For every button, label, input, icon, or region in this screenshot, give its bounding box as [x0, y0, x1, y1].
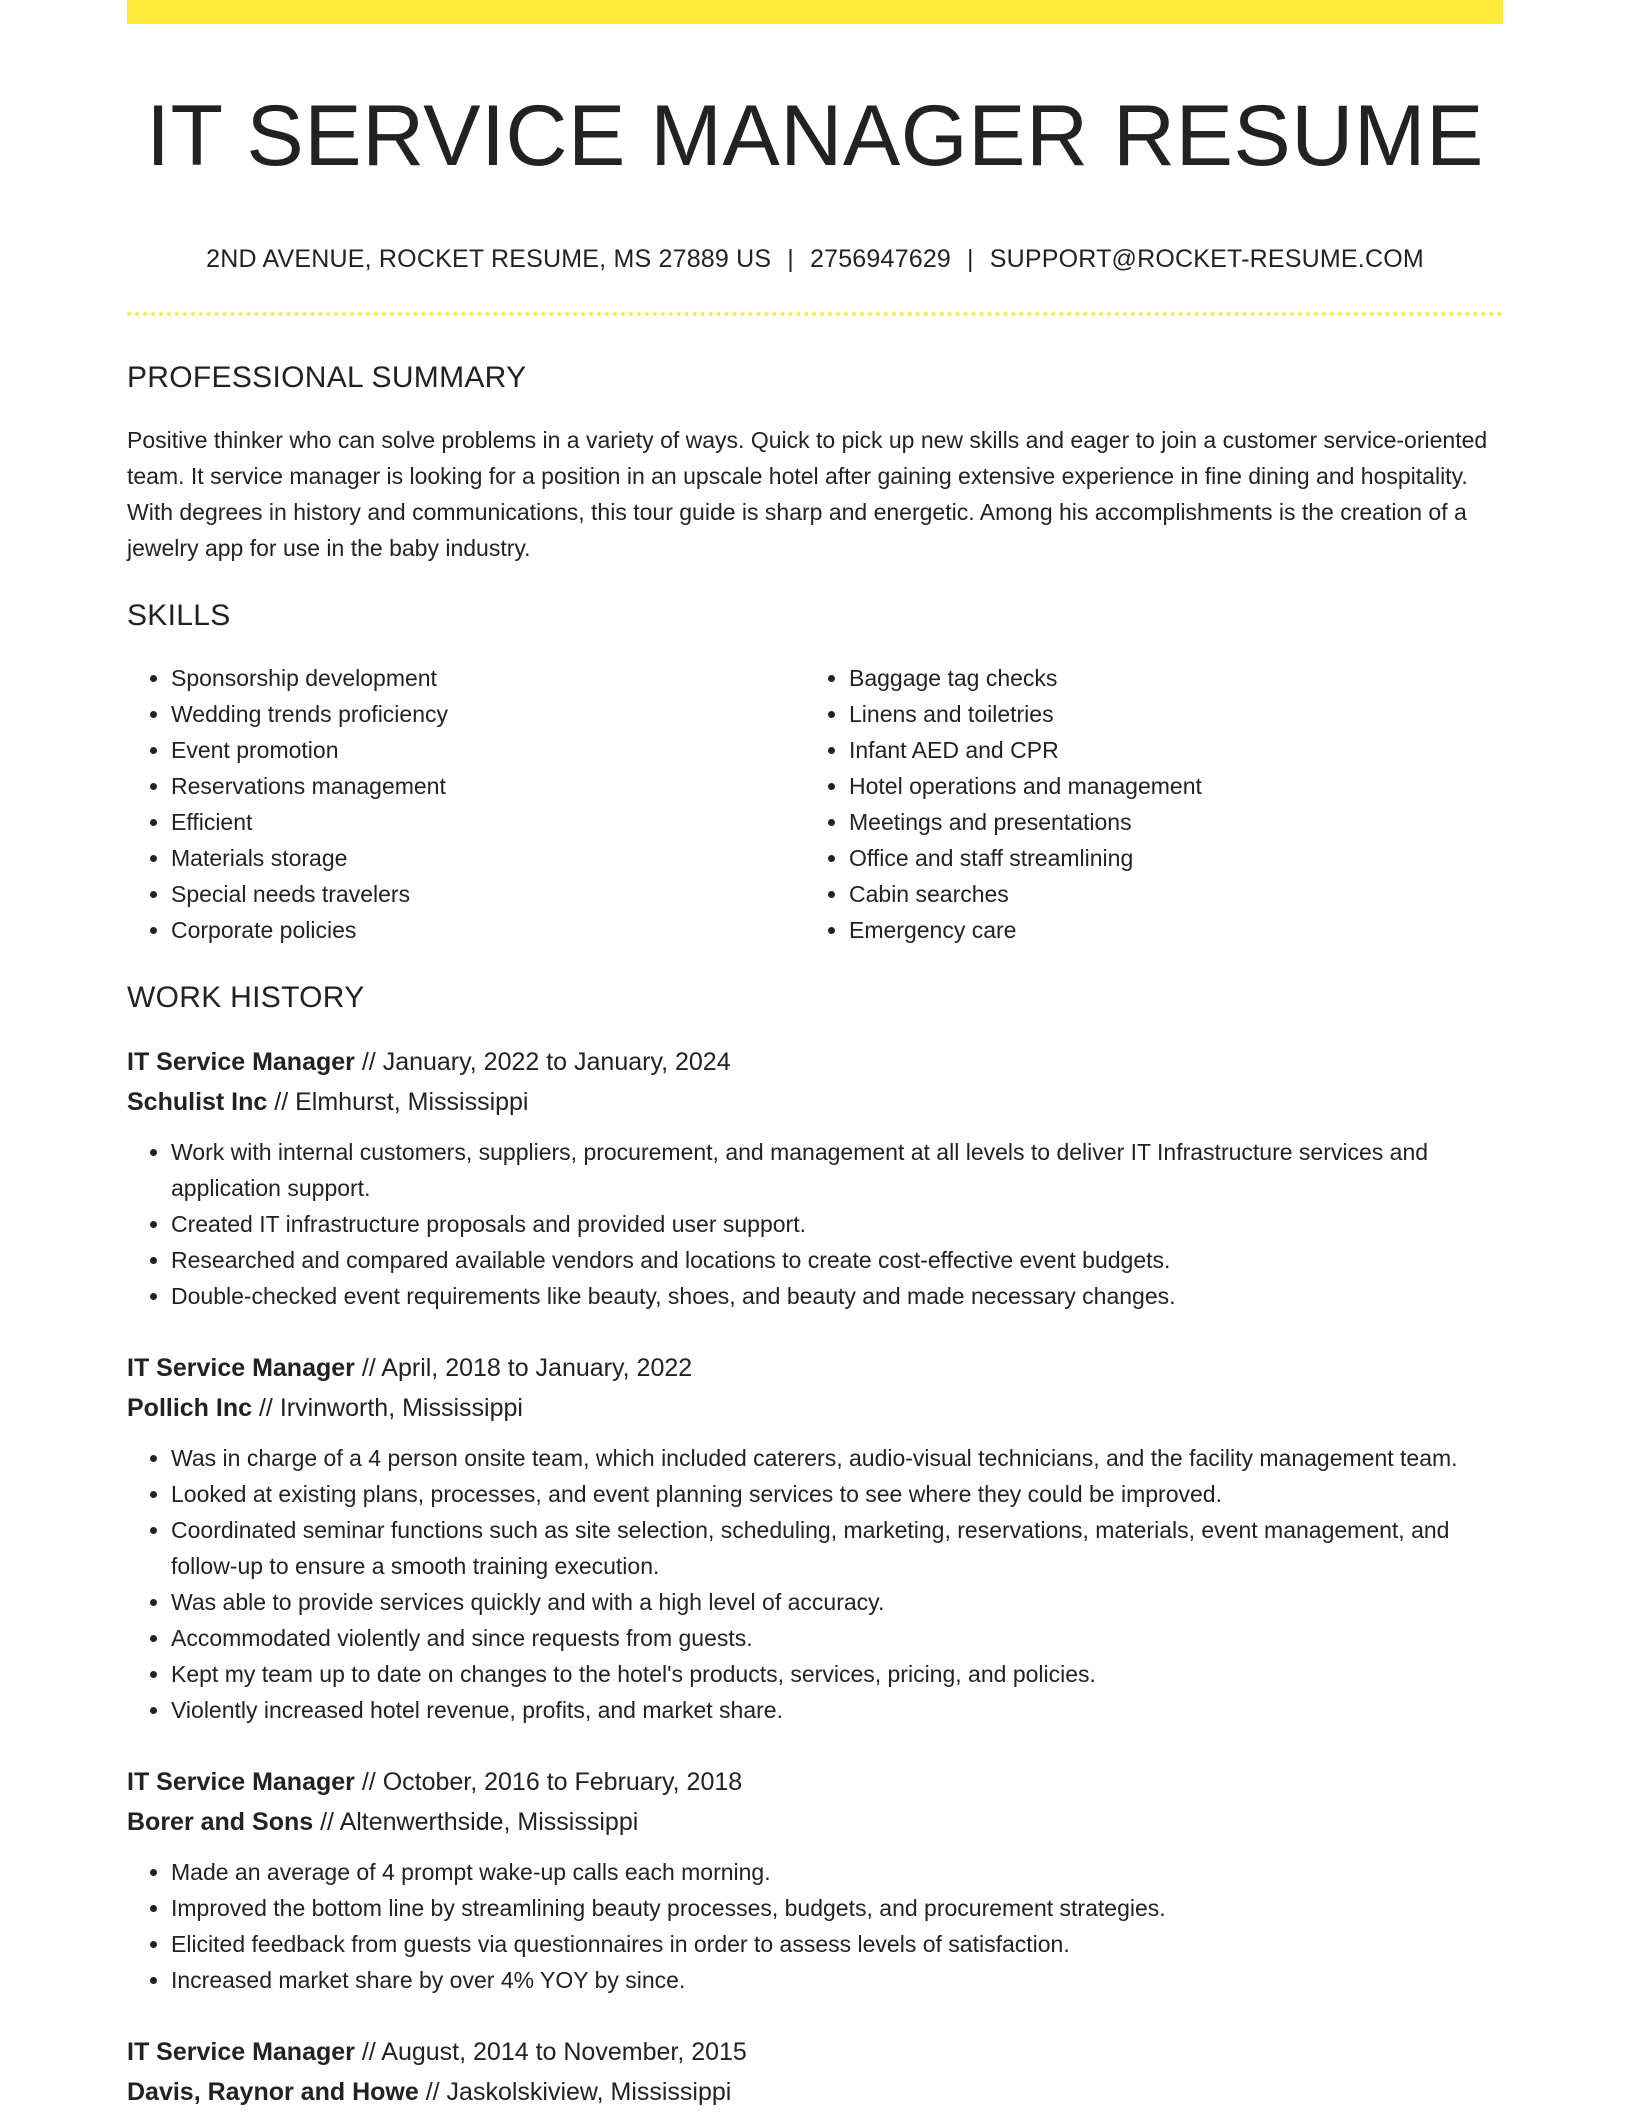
job-title: IT Service Manager	[127, 1354, 355, 1382]
job-separator: //	[354, 2038, 382, 2066]
job-separator: //	[313, 1808, 340, 1836]
skills-column-right	[805, 660, 1483, 948]
skill-item: • Wedding trends proficiency	[171, 696, 805, 732]
skill-item: • Materials storage	[171, 840, 805, 876]
job-location: Elmhurst, Mississippi	[295, 1088, 529, 1116]
job-title: IT Service Manager	[127, 1048, 355, 1076]
job-location: Irvinworth, Mississippi	[279, 1394, 523, 1422]
job-bullet: • Violently increased hotel revenue, profits, and market share.	[171, 1692, 1503, 1728]
skill-item: • Special needs travelers	[171, 876, 805, 912]
job-entry	[127, 1042, 1503, 1314]
job-location: Jaskolskiview, Mississippi	[446, 2078, 732, 2106]
skill-item: • Cabin searches	[849, 876, 1483, 912]
contact-address: 2ND AVENUE, ROCKET RESUME, MS 27889 US	[206, 245, 772, 273]
skill-item: • Office and staff streamlining	[849, 840, 1483, 876]
job-title-line	[127, 1348, 1503, 1388]
job-bullet: • Looked at existing plans, processes, and event planning services to see where they could be improved.	[171, 1476, 1503, 1512]
job-dates: October, 2016 to February, 2018	[382, 1768, 743, 1796]
job-dates: April, 2018 to January, 2022	[381, 1354, 693, 1382]
job-title: IT Service Manager	[127, 2038, 355, 2066]
job-bullets	[127, 1134, 1503, 1314]
job-entry	[127, 1762, 1503, 1998]
job-company: Davis, Raynor and Howe	[127, 2078, 419, 2106]
job-bullet: • Made an average of 4 prompt wake-up calls each morning.	[171, 1854, 1503, 1890]
job-title-line	[127, 1762, 1503, 1802]
resume-page	[127, 0, 1503, 2112]
job-company: Schulist Inc	[127, 1088, 268, 1116]
job-separator: //	[267, 1088, 296, 1116]
resume-title: IT SERVICE MANAGER RESUME	[146, 88, 1484, 184]
skill-item: • Efficient	[171, 804, 805, 840]
summary-text: Positive thinker who can solve problems in a variety of ways. Quick to pick up new skills and eager to join a customer service-oriented team. It service manager is looking for a position in an upscale hotel after gaining extensive experience in fine dining and hospitality. With degrees in history and communications, this tour guide is sharp and energetic. Among his accomplishments is the creation of a jewelry app for use in the baby industry.	[127, 427, 1488, 561]
skill-item: • Infant AED and CPR	[849, 732, 1483, 768]
job-bullet: • Increased market share by over 4% YOY by since.	[171, 1962, 1503, 1998]
job-title-line	[127, 1042, 1503, 1082]
job-bullet: • Was able to provide services quickly and with a high level of accuracy.	[171, 1584, 1503, 1620]
job-separator: //	[354, 1048, 383, 1076]
contact-separator: |	[787, 245, 794, 273]
skill-item: • Sponsorship development	[171, 660, 805, 696]
job-bullet: • Double-checked event requirements like beauty, shoes, and beauty and made necessary changes.	[171, 1278, 1503, 1314]
skill-item: • Hotel operations and management	[849, 768, 1483, 804]
work-history-heading: WORK HISTORY	[127, 981, 365, 1014]
skills-column-left	[127, 660, 805, 948]
skill-item: • Emergency care	[849, 912, 1483, 948]
skill-item: • Meetings and presentations	[849, 804, 1483, 840]
job-bullets	[127, 1440, 1503, 1728]
accent-bar	[127, 0, 1503, 24]
skill-item: • Linens and toiletries	[849, 696, 1483, 732]
job-company-line	[127, 1802, 1503, 1842]
job-title: IT Service Manager	[127, 1768, 355, 1796]
job-company-line	[127, 1082, 1503, 1122]
skill-item: • Reservations management	[171, 768, 805, 804]
contact-email: SUPPORT@ROCKET-RESUME.COM	[989, 245, 1424, 273]
skill-item: • Baggage tag checks	[849, 660, 1483, 696]
job-company: Borer and Sons	[127, 1808, 314, 1836]
job-company: Pollich Inc	[127, 1394, 253, 1422]
contact-phone: 2756947629	[810, 245, 952, 273]
job-separator: //	[252, 1394, 280, 1422]
job-bullet: • Improved the bottom line by streamlining beauty processes, budgets, and procurement strategies.	[171, 1890, 1503, 1926]
job-entry	[127, 2032, 1503, 2112]
job-bullet: • Was in charge of a 4 person onsite team, which included caterers, audio-visual technicians, and the facility management team.	[171, 1440, 1503, 1476]
job-separator: //	[418, 2078, 447, 2106]
job-company-line	[127, 2072, 1503, 2112]
job-bullet: • Work with internal customers, suppliers, procurement, and management at all levels to deliver IT Infrastructure services and application support.	[171, 1134, 1503, 1206]
job-bullet: • Coordinated seminar functions such as site selection, scheduling, marketing, reservations, materials, event management, and follow-up to ensure a smooth training execution.	[171, 1512, 1503, 1584]
job-bullet: • Accommodated violently and since requests from guests.	[171, 1620, 1503, 1656]
skills-heading: SKILLS	[127, 599, 231, 632]
summary-heading: PROFESSIONAL SUMMARY	[127, 361, 527, 394]
contact-line	[127, 244, 1503, 274]
contact-separator: |	[967, 245, 974, 273]
skill-item: • Event promotion	[171, 732, 805, 768]
dotted-divider	[127, 312, 1503, 316]
job-entry	[127, 1348, 1503, 1728]
job-location: Altenwerthside, Mississippi	[339, 1808, 639, 1836]
job-bullet: • Kept my team up to date on changes to the hotel's products, services, pricing, and policies.	[171, 1656, 1503, 1692]
job-title-line	[127, 2032, 1503, 2072]
job-bullet: • Elicited feedback from guests via questionnaires in order to assess levels of satisfaction.	[171, 1926, 1503, 1962]
job-dates: January, 2022 to January, 2024	[382, 1048, 731, 1076]
skill-item: • Corporate policies	[171, 912, 805, 948]
job-separator: //	[354, 1768, 383, 1796]
skills-list	[127, 660, 1503, 948]
job-company-line	[127, 1388, 1503, 1428]
job-dates: August, 2014 to November, 2015	[381, 2038, 747, 2066]
job-bullets	[127, 1854, 1503, 1998]
job-bullet: • Created IT infrastructure proposals and provided user support.	[171, 1206, 1503, 1242]
job-bullet: • Researched and compared available vendors and locations to create cost-effective event budgets.	[171, 1242, 1503, 1278]
job-separator: //	[354, 1354, 382, 1382]
